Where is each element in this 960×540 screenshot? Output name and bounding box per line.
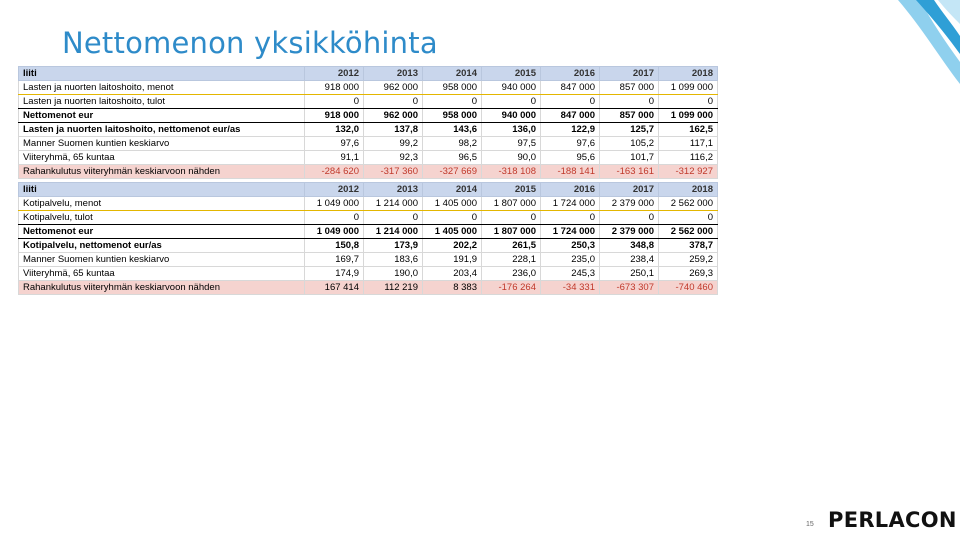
value-cell: 173,9 bbox=[364, 239, 423, 253]
value-cell: -317 360 bbox=[364, 165, 423, 179]
row-label-cell: Viiteryhmä, 65 kuntaa bbox=[19, 267, 305, 281]
row-label-cell: Nettomenot eur bbox=[19, 109, 305, 123]
value-cell: 190,0 bbox=[364, 267, 423, 281]
value-cell: 1 049 000 bbox=[305, 225, 364, 239]
value-cell: -284 620 bbox=[305, 165, 364, 179]
table-row bbox=[19, 225, 718, 239]
value-cell: 183,6 bbox=[364, 253, 423, 267]
year-header-cell: 2018 bbox=[659, 67, 718, 81]
row-label-cell: Rahankulutus viiteryhmän keskiarvoon nähden bbox=[19, 165, 305, 179]
value-cell: -318 108 bbox=[482, 165, 541, 179]
table-row bbox=[19, 211, 718, 225]
value-cell: 236,0 bbox=[482, 267, 541, 281]
value-cell: 0 bbox=[541, 95, 600, 109]
value-cell: 1 405 000 bbox=[423, 225, 482, 239]
year-header-cell: 2018 bbox=[659, 183, 718, 197]
value-cell: 202,2 bbox=[423, 239, 482, 253]
value-cell: 174,9 bbox=[305, 267, 364, 281]
value-cell: 101,7 bbox=[600, 151, 659, 165]
value-cell: 0 bbox=[482, 95, 541, 109]
row-label-cell: Rahankulutus viiteryhmän keskiarvoon nähden bbox=[19, 281, 305, 295]
value-cell: 0 bbox=[364, 211, 423, 225]
table-row bbox=[19, 123, 718, 137]
value-cell: 958 000 bbox=[423, 81, 482, 95]
value-cell: 958 000 bbox=[423, 109, 482, 123]
value-cell: 125,7 bbox=[600, 123, 659, 137]
value-cell: 1 405 000 bbox=[423, 197, 482, 211]
row-label-cell: Kotipalvelu, tulot bbox=[19, 211, 305, 225]
value-cell: 1 724 000 bbox=[541, 197, 600, 211]
year-header-cell: 2014 bbox=[423, 67, 482, 81]
value-cell: -188 141 bbox=[541, 165, 600, 179]
year-header-cell: 2013 bbox=[364, 183, 423, 197]
value-cell: 259,2 bbox=[659, 253, 718, 267]
table-header-row bbox=[19, 183, 718, 197]
perlacon-logo: PERLACON bbox=[828, 508, 957, 532]
value-cell: 1 099 000 bbox=[659, 109, 718, 123]
value-cell: 0 bbox=[659, 211, 718, 225]
year-header-cell: 2012 bbox=[305, 183, 364, 197]
value-cell: 2 379 000 bbox=[600, 225, 659, 239]
year-header-cell: 2016 bbox=[541, 183, 600, 197]
year-header-cell: 2017 bbox=[600, 183, 659, 197]
value-cell: 2 379 000 bbox=[600, 197, 659, 211]
value-cell: -740 460 bbox=[659, 281, 718, 295]
value-cell: 847 000 bbox=[541, 109, 600, 123]
value-cell: 857 000 bbox=[600, 109, 659, 123]
row-label-cell: Lasten ja nuorten laitoshoito, menot bbox=[19, 81, 305, 95]
value-cell: 98,2 bbox=[423, 137, 482, 151]
value-cell: 0 bbox=[541, 211, 600, 225]
value-cell: 96,5 bbox=[423, 151, 482, 165]
value-cell: 97,6 bbox=[305, 137, 364, 151]
value-cell: 2 562 000 bbox=[659, 225, 718, 239]
year-header-cell: 2016 bbox=[541, 67, 600, 81]
value-cell: 940 000 bbox=[482, 109, 541, 123]
row-label-cell: Lasten ja nuorten laitoshoito, tulot bbox=[19, 95, 305, 109]
value-cell: 143,6 bbox=[423, 123, 482, 137]
value-cell: 8 383 bbox=[423, 281, 482, 295]
year-header-cell: 2014 bbox=[423, 183, 482, 197]
value-cell: 99,2 bbox=[364, 137, 423, 151]
value-cell: 250,3 bbox=[541, 239, 600, 253]
value-cell: 92,3 bbox=[364, 151, 423, 165]
value-cell: 857 000 bbox=[600, 81, 659, 95]
row-label-cell: Manner Suomen kuntien keskiarvo bbox=[19, 137, 305, 151]
value-cell: 162,5 bbox=[659, 123, 718, 137]
value-cell: 1 724 000 bbox=[541, 225, 600, 239]
table-row bbox=[19, 281, 718, 295]
value-cell: 235,0 bbox=[541, 253, 600, 267]
value-cell: 228,1 bbox=[482, 253, 541, 267]
year-header-cell: 2017 bbox=[600, 67, 659, 81]
value-cell: 91,1 bbox=[305, 151, 364, 165]
value-cell: 1 807 000 bbox=[482, 225, 541, 239]
value-cell: 0 bbox=[364, 95, 423, 109]
value-cell: -34 331 bbox=[541, 281, 600, 295]
row-label-cell: Viiteryhmä, 65 kuntaa bbox=[19, 151, 305, 165]
row-label-cell: Kotipalvelu, menot bbox=[19, 197, 305, 211]
value-cell: 132,0 bbox=[305, 123, 364, 137]
value-cell: 167 414 bbox=[305, 281, 364, 295]
year-header-cell: 2015 bbox=[482, 67, 541, 81]
value-cell: 105,2 bbox=[600, 137, 659, 151]
value-cell: 962 000 bbox=[364, 109, 423, 123]
year-header-cell: 2015 bbox=[482, 183, 541, 197]
page-number: 15 bbox=[806, 521, 814, 528]
value-cell: 136,0 bbox=[482, 123, 541, 137]
table-row bbox=[19, 81, 718, 95]
value-cell: 117,1 bbox=[659, 137, 718, 151]
table-row bbox=[19, 109, 718, 123]
table-header-row bbox=[19, 67, 718, 81]
table-row bbox=[19, 165, 718, 179]
value-cell: 0 bbox=[600, 211, 659, 225]
year-header-cell: 2013 bbox=[364, 67, 423, 81]
year-header-cell: 2012 bbox=[305, 67, 364, 81]
value-cell: 1 099 000 bbox=[659, 81, 718, 95]
value-cell: 0 bbox=[305, 211, 364, 225]
value-cell: 122,9 bbox=[541, 123, 600, 137]
decorative-swoosh bbox=[840, 0, 960, 110]
value-cell: 90,0 bbox=[482, 151, 541, 165]
table-row bbox=[19, 197, 718, 211]
value-cell: 1 049 000 bbox=[305, 197, 364, 211]
value-cell: -327 669 bbox=[423, 165, 482, 179]
value-cell: 137,8 bbox=[364, 123, 423, 137]
value-cell: 348,8 bbox=[600, 239, 659, 253]
header-label-cell: liiti bbox=[19, 67, 305, 81]
value-cell: 95,6 bbox=[541, 151, 600, 165]
value-cell: 112 219 bbox=[364, 281, 423, 295]
value-cell: 269,3 bbox=[659, 267, 718, 281]
value-cell: 97,6 bbox=[541, 137, 600, 151]
value-cell: 97,5 bbox=[482, 137, 541, 151]
value-cell: 191,9 bbox=[423, 253, 482, 267]
value-cell: 169,7 bbox=[305, 253, 364, 267]
value-cell: -176 264 bbox=[482, 281, 541, 295]
value-cell: 203,4 bbox=[423, 267, 482, 281]
value-cell: -312 927 bbox=[659, 165, 718, 179]
unit-cost-table-laitoshoito bbox=[18, 66, 718, 179]
value-cell: 962 000 bbox=[364, 81, 423, 95]
table-row bbox=[19, 253, 718, 267]
page-title: Nettomenon yksikköhinta bbox=[62, 26, 438, 60]
value-cell: 250,1 bbox=[600, 267, 659, 281]
table-row bbox=[19, 267, 718, 281]
value-cell: 378,7 bbox=[659, 239, 718, 253]
value-cell: 940 000 bbox=[482, 81, 541, 95]
table-row bbox=[19, 137, 718, 151]
value-cell: 238,4 bbox=[600, 253, 659, 267]
value-cell: 0 bbox=[482, 211, 541, 225]
value-cell: 116,2 bbox=[659, 151, 718, 165]
table-row bbox=[19, 239, 718, 253]
value-cell: 0 bbox=[423, 95, 482, 109]
header-label-cell: liiti bbox=[19, 183, 305, 197]
value-cell: 1 214 000 bbox=[364, 197, 423, 211]
value-cell: 245,3 bbox=[541, 267, 600, 281]
row-label-cell: Nettomenot eur bbox=[19, 225, 305, 239]
value-cell: 261,5 bbox=[482, 239, 541, 253]
value-cell: 918 000 bbox=[305, 81, 364, 95]
value-cell: -163 161 bbox=[600, 165, 659, 179]
table-row bbox=[19, 151, 718, 165]
row-label-cell: Manner Suomen kuntien keskiarvo bbox=[19, 253, 305, 267]
value-cell: 150,8 bbox=[305, 239, 364, 253]
table-row bbox=[19, 95, 718, 109]
value-cell: -673 307 bbox=[600, 281, 659, 295]
value-cell: 0 bbox=[305, 95, 364, 109]
value-cell: 847 000 bbox=[541, 81, 600, 95]
value-cell: 0 bbox=[423, 211, 482, 225]
value-cell: 0 bbox=[600, 95, 659, 109]
value-cell: 1 214 000 bbox=[364, 225, 423, 239]
value-cell: 2 562 000 bbox=[659, 197, 718, 211]
value-cell: 918 000 bbox=[305, 109, 364, 123]
value-cell: 0 bbox=[659, 95, 718, 109]
row-label-cell: Kotipalvelu, nettomenot eur/as bbox=[19, 239, 305, 253]
unit-cost-table-kotipalvelu bbox=[18, 182, 718, 295]
value-cell: 1 807 000 bbox=[482, 197, 541, 211]
row-label-cell: Lasten ja nuorten laitoshoito, nettomenot eur/as bbox=[19, 123, 305, 137]
